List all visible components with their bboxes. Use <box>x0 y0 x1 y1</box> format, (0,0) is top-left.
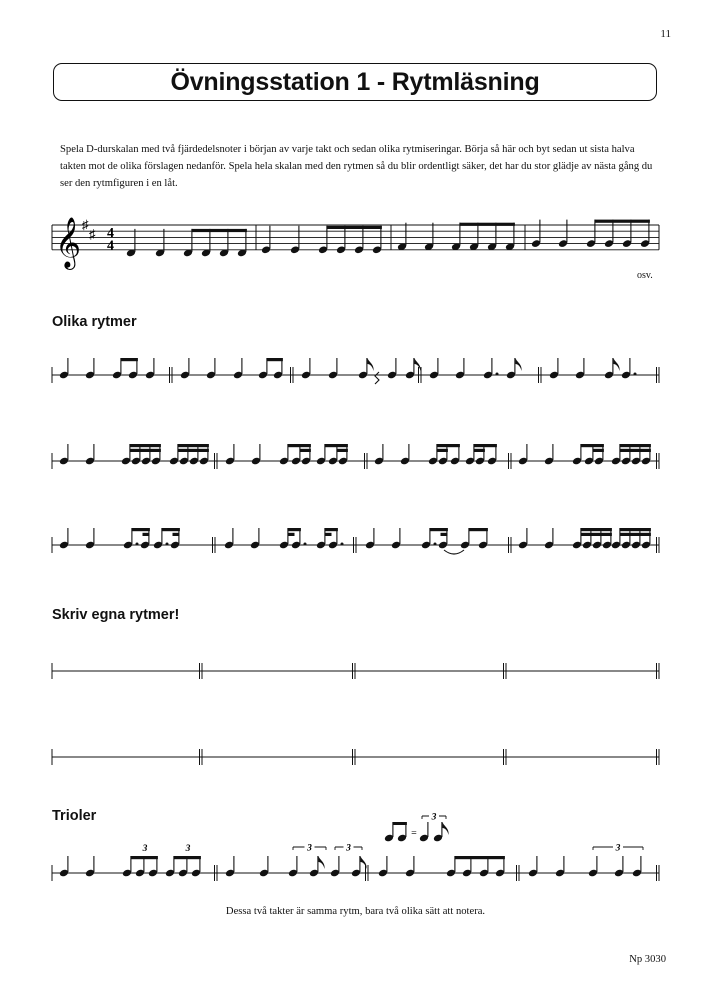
beam <box>130 449 161 452</box>
beam <box>173 533 180 536</box>
beam <box>288 444 311 447</box>
beam <box>325 444 348 447</box>
footer-catalog-number: Np 3030 <box>629 954 666 965</box>
beam <box>131 856 158 859</box>
beam <box>581 528 612 531</box>
beam <box>620 528 651 531</box>
flag <box>368 358 374 371</box>
beam <box>178 444 209 447</box>
augmentation-dot <box>304 543 307 546</box>
equals-sign: = <box>411 828 417 839</box>
beam <box>267 358 283 361</box>
beam <box>174 856 201 859</box>
scale-example-staff <box>0 205 711 285</box>
beam <box>288 528 301 531</box>
triplet-number: 3 <box>346 843 351 854</box>
beam <box>178 449 209 452</box>
intro-paragraph: Spela D-durskalan med två fjärdedelsnoter i början av varje takt och sedan olika rytmiseringar. Börja så här och byt sedan ut sista halva takten mot de olika förslagen nedanför. Spela hela skalan med den rytmen så du blir ordentligt säker, det har du stor glädje av nästa gång du ser den rytmfiguren i en låt. <box>60 144 653 189</box>
augmentation-dot <box>434 543 437 546</box>
beam <box>430 528 448 531</box>
triplets-heading: Trioler <box>52 808 97 824</box>
triplet-number: 3 <box>185 844 191 854</box>
page-title: Övningsstation 1 - Rytmläsning <box>170 67 540 96</box>
flag <box>516 358 522 371</box>
beam <box>620 449 651 452</box>
augmentation-dot <box>136 543 139 546</box>
triplet-number: 3 <box>615 843 621 854</box>
beam <box>121 358 138 361</box>
beam <box>581 533 612 536</box>
beam <box>337 449 348 452</box>
augmentation-dot <box>634 373 637 376</box>
page-number: 11 <box>660 28 671 40</box>
beam <box>620 533 651 536</box>
flag <box>614 358 620 371</box>
flag <box>443 822 449 835</box>
continuation-label: osv. <box>637 270 653 281</box>
beam <box>474 444 497 447</box>
beam <box>288 533 295 536</box>
beam <box>130 444 161 447</box>
rhythm-row-3 <box>0 515 711 575</box>
sharp-icon: ♯ <box>82 217 89 232</box>
rhythm-row-1 <box>0 345 711 405</box>
augmentation-dot <box>166 543 169 546</box>
beam <box>437 444 460 447</box>
beam <box>327 226 382 229</box>
beam <box>162 528 180 531</box>
beam <box>192 229 247 232</box>
rhythms-heading: Olika rytmer <box>52 314 137 330</box>
sharp-icon: ♯ <box>89 226 96 242</box>
beam <box>325 528 338 531</box>
time-signature-top: 4 <box>107 226 114 241</box>
empty-rhythm-staff-2 <box>0 727 711 787</box>
beam <box>325 533 332 536</box>
augmentation-dot <box>341 543 344 546</box>
beam <box>132 528 150 531</box>
beam <box>581 444 604 447</box>
beam <box>143 533 150 536</box>
write-own-heading: Skriv egna rytmer! <box>52 607 180 623</box>
beam <box>437 449 448 452</box>
beam <box>595 220 650 223</box>
eighth-rest-icon <box>375 372 379 384</box>
beam <box>460 223 515 226</box>
tie <box>444 550 464 554</box>
beam <box>300 449 311 452</box>
triplets-caption: Dessa två takter är samma rytm, bara två olika sätt att notera. <box>225 906 486 917</box>
triplet-number: 3 <box>307 843 312 854</box>
beam <box>441 533 448 536</box>
time-signature-bottom: 4 <box>107 238 114 254</box>
beam <box>593 449 604 452</box>
triplet-number: 3 <box>431 812 437 823</box>
treble-clef-icon: 𝄞 <box>55 217 82 267</box>
rhythm-row-2 <box>0 431 711 491</box>
beam <box>620 444 651 447</box>
flag <box>319 856 325 869</box>
beam <box>474 449 485 452</box>
title-box <box>53 63 657 101</box>
empty-rhythm-staff-1 <box>0 641 711 701</box>
flag <box>415 358 421 371</box>
augmentation-dot <box>496 373 499 376</box>
beam <box>469 528 488 531</box>
beam <box>393 822 407 825</box>
beam <box>455 856 505 859</box>
triplet-number: 3 <box>142 844 148 854</box>
triplet-staff <box>0 810 711 900</box>
